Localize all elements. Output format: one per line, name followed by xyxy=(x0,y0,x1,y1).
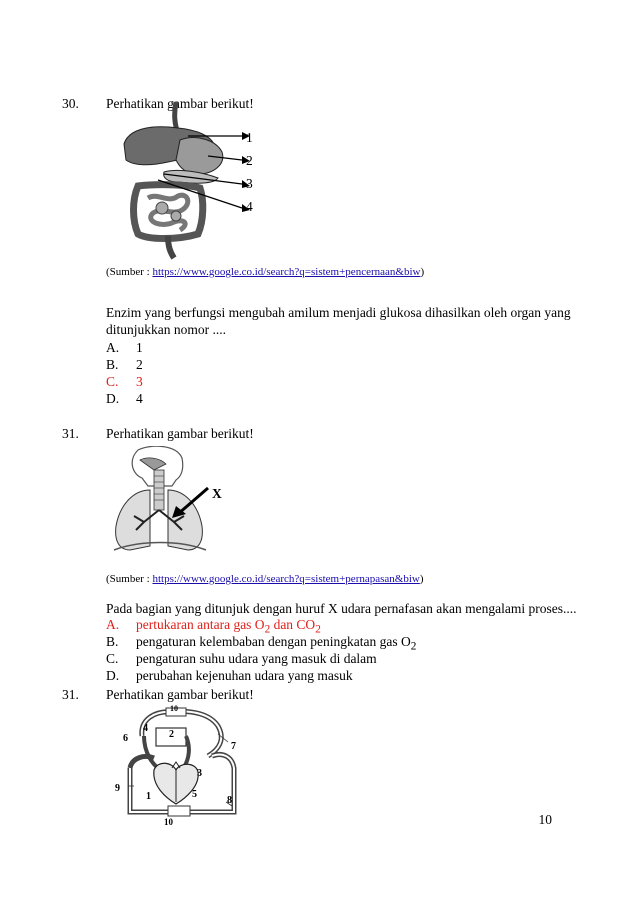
fig31b-label-10-top: 10 xyxy=(170,704,178,713)
circulatory-system-figure xyxy=(122,706,242,824)
q31a-source-link[interactable]: https://www.google.co.id/search?q=sistem+pernapasan&biw xyxy=(152,573,420,585)
q31a-number: 31. xyxy=(62,426,79,441)
q30-option-d-letter: D. xyxy=(106,391,120,406)
q31b-number: 31. xyxy=(62,687,79,702)
arrow-x-pointer xyxy=(168,484,212,520)
fig31b-label-4: 4 xyxy=(143,723,148,734)
q30-source-link[interactable]: https://www.google.co.id/search?q=sistem+pencernaan&biw xyxy=(152,266,421,278)
q30-number: 30. xyxy=(62,96,79,111)
q31a-question: Pada bagian yang ditunjuk dengan huruf X udara pernafasan akan mengalami proses.... xyxy=(106,601,577,616)
fig31b-label-5: 5 xyxy=(192,789,197,800)
q31a-source-prefix: (Sumber : xyxy=(106,573,153,585)
fig31b-label-10-bottom: 10 xyxy=(164,817,173,827)
q30-source xyxy=(106,266,424,278)
q30-option-a-text: 1 xyxy=(136,340,143,355)
q31a-option-c-letter: C. xyxy=(106,651,119,666)
q30-source-prefix: (Sumber : xyxy=(106,266,153,278)
q30-option-a-letter: A. xyxy=(106,340,120,355)
q30-title: Perhatikan gambar berikut! xyxy=(106,96,254,111)
fig31b-label-9: 9 xyxy=(115,783,120,794)
q31a-option-c-text: pengaturan suhu udara yang masuk di dalam xyxy=(136,651,377,666)
q31a-option-a-letter: A. xyxy=(106,617,120,632)
q30-question: Enzim yang berfungsi mengubah amilum menjadi glukosa dihasilkan oleh organ yang ditunjukkan nomor .... xyxy=(106,305,571,337)
fig30-label-1: 1 xyxy=(246,130,253,145)
q30-option-c-text: 3 xyxy=(136,374,143,389)
q30-option-c-letter: C. xyxy=(106,374,119,389)
q31a-option-b-letter: B. xyxy=(106,634,119,649)
q30-option-b-letter: B. xyxy=(106,357,119,372)
q31a-option-a-text: pertukaran antara gas $O_2$ dan $CO_2$ xyxy=(136,617,321,636)
fig31b-label-2: 2 xyxy=(169,729,174,740)
fig31b-label-8: 8 xyxy=(227,795,232,806)
fig31a-label-x: X xyxy=(212,486,222,501)
q30-source-suffix: ) xyxy=(420,266,425,278)
fig30-label-4: 4 xyxy=(246,199,253,214)
q31a-option-d-text: perubahan kejenuhan udara yang masuk xyxy=(136,668,353,683)
q31a-option-d-letter: D. xyxy=(106,668,120,683)
q30-option-b-text: 2 xyxy=(136,357,143,372)
fig31b-label-3: 3 xyxy=(197,768,202,779)
fig31b-label-1: 1 xyxy=(146,791,151,802)
fig30-label-2: 2 xyxy=(246,153,253,168)
q30-option-d-text: 4 xyxy=(136,391,143,406)
page-number: 10 xyxy=(538,812,552,827)
q31b-title: Perhatikan gambar berikut! xyxy=(106,687,254,702)
q31a-source xyxy=(106,573,424,585)
fig30-label-3: 3 xyxy=(246,176,253,191)
q31a-title: Perhatikan gambar berikut! xyxy=(106,426,254,441)
fig31b-label-7: 7 xyxy=(231,741,236,752)
q31a-option-b-text: pengaturan kelembaban dengan peningkatan gas $O_2$ xyxy=(136,634,417,653)
q31a-source-suffix: ) xyxy=(419,573,424,585)
fig31b-label-6: 6 xyxy=(123,733,128,744)
